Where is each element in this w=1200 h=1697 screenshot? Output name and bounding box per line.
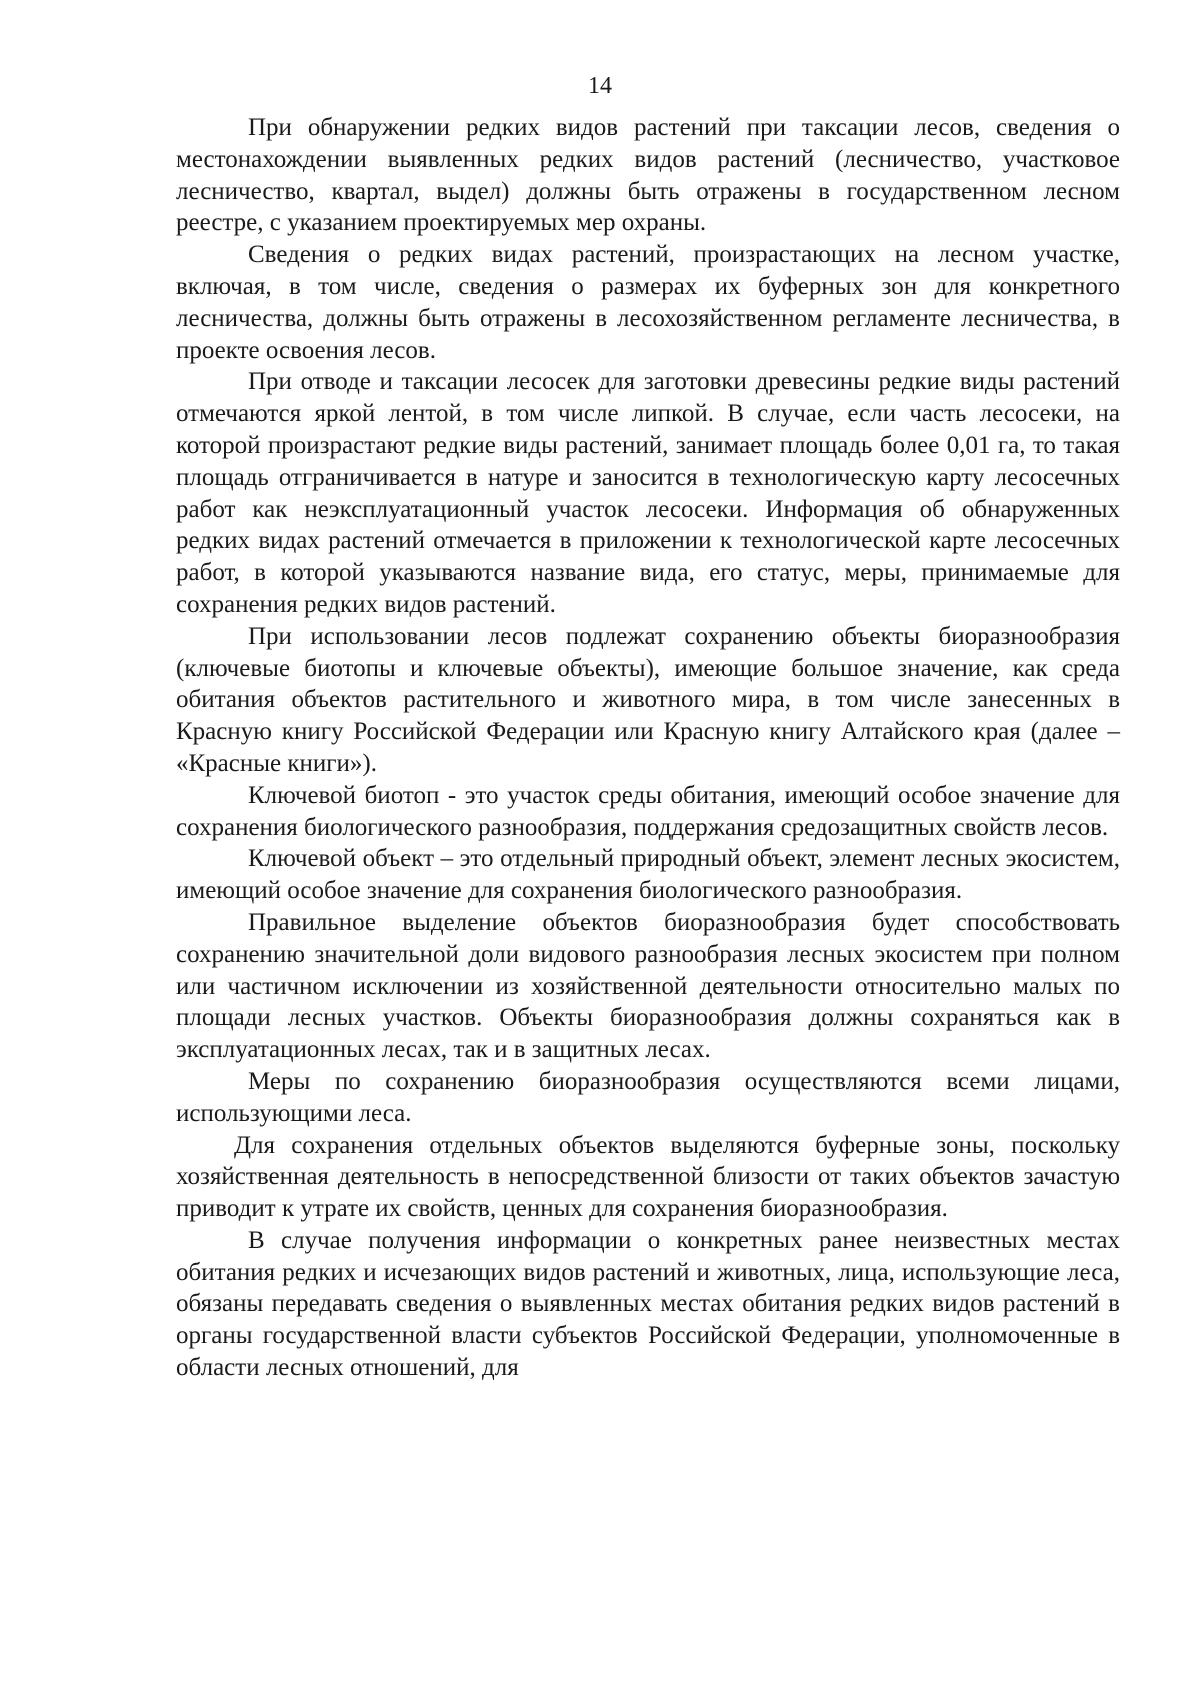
document-body (176, 112, 1120, 1384)
paragraph-key-object: Ключевой объект – это отдельный природный объект, элемент лесных экосистем, имеющий особое значение для сохранения биологического разнообразия. (176, 845, 1120, 905)
paragraph-biodiversity-objects: При использовании лесов подлежат сохранению объекты биоразнообразия (ключевые биотопы и ключевые объекты), имеющие большое значение, как среда обитания объектов растительного и животного мира, в том числе занесенных в Красную книгу Российской Федерации или Красную книгу Алтайского края (далее – «Красные книги»). (176, 622, 1120, 777)
paragraph-rare-plants-info: Сведения о редких видах растений, произрастающих на лесном участке, включая, в том числе, сведения о размерах их буферных зон для конкретного лесничества, должны быть отражены в лесохозяйственном регламенте лесничества, в проекте освоения лесов. (176, 241, 1120, 364)
paragraph-buffer-zones: Для сохранения отдельных объектов выделяются буферные зоны, поскольку хозяйственная деятельность в непосредственной близости от таких объектов зачастую приводит к утрате их свойств, ценных для сохранения биоразнообразия. (176, 1131, 1120, 1223)
paragraph-new-habitats: В случае получения информации о конкретных ранее неизвестных местах обитания редких и исчезающих видов растений и животных, лица, использующие леса, обязаны передавать сведения о выявленных местах обитания редких видов растений в органы государственной власти субъектов Российской Федерации, уполномоченные в области лесных отношений, для (176, 1226, 1120, 1382)
paragraph-cutting-areas: При отводе и таксации лесосек для заготовки древесины редкие виды растений отмечаются яркой лентой, в том числе липкой. В случае, если часть лесосеки, на которой произрастают редкие виды растений, занимает площадь более 0,01 га, то такая площадь отграничивается в натуре и заносится в технологическую карту лесосечных работ как неэксплуатационный участок лесосеки. Информация об обнаруженных редких видах растений отмечается в приложении к технологической карте лесосечных работ, в которой указываются название вида, его статус, меры, принимаемые для сохранения редких видов растений. (176, 368, 1120, 618)
paragraph-correct-allocation: Правильное выделение объектов биоразнообразия будет способствовать сохранению значительной доли видового разнообразия лесных экосистем при полном или частичном исключении из хозяйственной деятельности относительно малых по площади лесных участков. Объекты биоразнообразия должны сохраняться как в эксплуатационных лесах, так и в защитных лесах. (176, 908, 1120, 1064)
paragraph-rare-plants-taxation: При обнаружении редких видов растений при таксации лесов, сведения о местонахождении выявленных редких видов растений (лесничество, участковое лесничество, квартал, выдел) должны быть отражены в государственном лесном реестре, с указанием проектируемых мер охраны. (176, 114, 1120, 237)
paragraph-key-biotope: Ключевой биотоп - это участок среды обитания, имеющий особое значение для сохранения биологического разнообразия, поддержания средозащитных свойств лесов. (176, 781, 1120, 841)
page-number: 14 (588, 73, 612, 99)
paragraph-conservation-measures: Меры по сохранению биоразнообразия осуществляются всеми лицами, использующими леса. (176, 1067, 1120, 1127)
